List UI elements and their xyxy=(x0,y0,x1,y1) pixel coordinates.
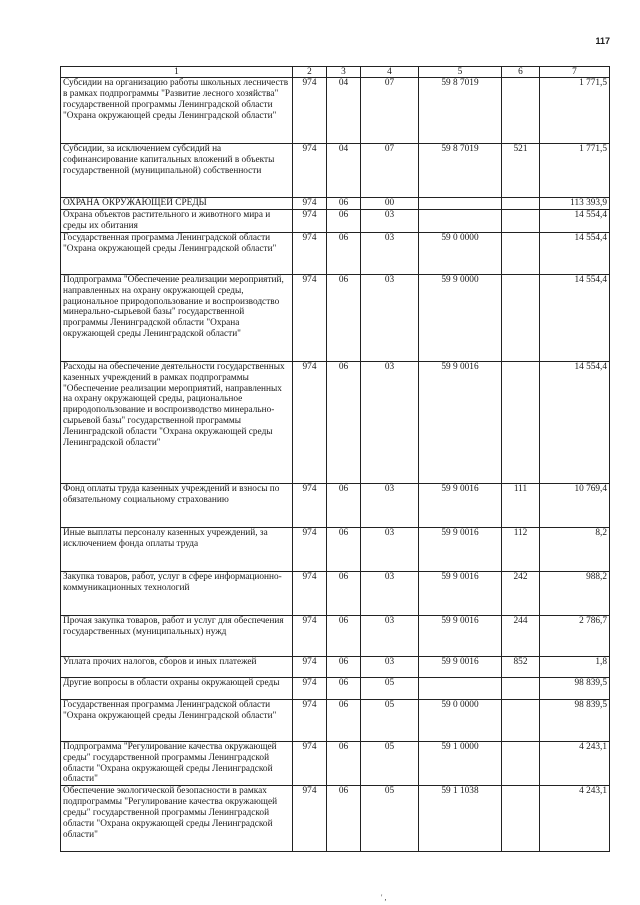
row-code-section: 06 xyxy=(327,699,361,741)
row-code-expense-type xyxy=(502,198,540,210)
row-code-section: 06 xyxy=(327,571,361,615)
row-name: Подпрограмма "Регулирование качества окружающей среды" государственной программы Ленинградской области "Охрана окружающей среды Ленинградской области" xyxy=(61,741,293,786)
row-code-subsection: 03 xyxy=(361,209,419,232)
row-code-subsection: 05 xyxy=(361,677,419,699)
row-code-section: 06 xyxy=(327,741,361,786)
table-row xyxy=(61,571,610,615)
row-amount: 98 839,5 xyxy=(540,677,610,699)
table-row xyxy=(61,677,610,699)
row-code-subsection: 00 xyxy=(361,198,419,210)
table-row xyxy=(61,699,610,741)
row-code-target: 59 8 7019 xyxy=(419,144,502,198)
table-row xyxy=(61,232,610,274)
row-code-expense-type: 242 xyxy=(502,571,540,615)
row-amount: 113 393,9 xyxy=(540,198,610,210)
row-code-target: 59 0 0000 xyxy=(419,232,502,274)
row-amount: 4 243,1 xyxy=(540,786,610,852)
row-code-subsection: 03 xyxy=(361,361,419,483)
row-amount: 10 769,4 xyxy=(540,483,610,527)
row-amount: 98 839,5 xyxy=(540,699,610,741)
row-name: Другие вопросы в области охраны окружающей среды xyxy=(61,677,293,699)
row-code-section: 06 xyxy=(327,786,361,852)
row-name: Субсидии, за исключением субсидий на софинансирование капитальных вложений в объекты государственной (муниципальной) собственности xyxy=(61,144,293,198)
row-code-ministry: 974 xyxy=(293,232,327,274)
row-amount: 14 554,4 xyxy=(540,274,610,361)
row-code-subsection: 07 xyxy=(361,144,419,198)
table-row xyxy=(61,483,610,527)
table-row xyxy=(61,786,610,852)
row-code-subsection: 03 xyxy=(361,274,419,361)
table-row xyxy=(61,78,610,144)
row-code-target xyxy=(419,209,502,232)
row-amount: 14 554,4 xyxy=(540,209,610,232)
table-row xyxy=(61,656,610,677)
row-name: Субсидии на организацию работы школьных лесничеств в рамках подпрограммы "Развитие лесного хозяйства" государственной программы Ленинградской области "Охрана окружающей среды Ленинградской области" xyxy=(61,78,293,144)
row-code-section: 06 xyxy=(327,232,361,274)
row-code-expense-type xyxy=(502,209,540,232)
row-code-ministry: 974 xyxy=(293,198,327,210)
row-name: Подпрограмма "Обеспечение реализации мероприятий, направленных на охрану окружающей среды, рациональное природопользование и воспроизводство минерально-сырьевой базы" государственной программы Ленинградской области "Охрана окружающей среды Ленинградской области" xyxy=(61,274,293,361)
column-header: 5 xyxy=(419,67,502,78)
row-name: ОХРАНА ОКРУЖАЮЩЕЙ СРЕДЫ xyxy=(61,198,293,210)
row-code-subsection: 05 xyxy=(361,699,419,741)
column-header: 1 xyxy=(61,67,293,78)
row-code-subsection: 03 xyxy=(361,232,419,274)
row-code-section: 06 xyxy=(327,656,361,677)
row-code-subsection: 03 xyxy=(361,527,419,571)
row-amount: 988,2 xyxy=(540,571,610,615)
row-code-ministry: 974 xyxy=(293,786,327,852)
table-row xyxy=(61,361,610,483)
row-code-expense-type: 244 xyxy=(502,615,540,656)
row-code-expense-type xyxy=(502,699,540,741)
column-header: 6 xyxy=(502,67,540,78)
table-row xyxy=(61,144,610,198)
row-code-expense-type: 112 xyxy=(502,527,540,571)
page-number: 117 xyxy=(595,36,610,46)
row-name: Фонд оплаты труда казенных учреждений и взносы по обязательному социальному страхованию xyxy=(61,483,293,527)
row-amount: 4 243,1 xyxy=(540,741,610,786)
row-code-section: 06 xyxy=(327,483,361,527)
row-amount: 2 786,7 xyxy=(540,615,610,656)
row-code-section: 06 xyxy=(327,209,361,232)
row-code-ministry: 974 xyxy=(293,699,327,741)
row-code-expense-type xyxy=(502,78,540,144)
row-amount: 1,8 xyxy=(540,656,610,677)
row-code-subsection: 07 xyxy=(361,78,419,144)
row-code-target: 59 9 0016 xyxy=(419,527,502,571)
row-code-target: 59 8 7019 xyxy=(419,78,502,144)
row-code-subsection: 03 xyxy=(361,571,419,615)
row-code-section: 06 xyxy=(327,615,361,656)
row-code-expense-type xyxy=(502,677,540,699)
row-code-expense-type: 111 xyxy=(502,483,540,527)
row-code-target: 59 1 0000 xyxy=(419,741,502,786)
row-name: Государственная программа Ленинградской области "Охрана окружающей среды Ленинградской области" xyxy=(61,699,293,741)
row-name: Обеспечение экологической безопасности в рамках подпрограммы "Регулирование качества окружающей среды" государственной программы Ленинградской области "Охрана окружающей среды Ленинградской области" xyxy=(61,786,293,852)
row-name: Уплата прочих налогов, сборов и иных платежей xyxy=(61,656,293,677)
row-code-section: 04 xyxy=(327,144,361,198)
row-code-section: 06 xyxy=(327,361,361,483)
row-code-ministry: 974 xyxy=(293,274,327,361)
table-row xyxy=(61,209,610,232)
row-code-subsection: 03 xyxy=(361,615,419,656)
column-header: 7 xyxy=(540,67,610,78)
row-code-ministry: 974 xyxy=(293,741,327,786)
row-code-subsection: 05 xyxy=(361,786,419,852)
row-name: Расходы на обеспечение деятельности государственных казенных учреждений в рамках подпрограммы "Обеспечение реализации мероприятий, направленных на охрану окружающей среды, рациональное природопользование и воспроизводство минерально-сырьевой базы" государственной программы Ленинградской области "Охрана окружающей среды Ленинградской области" xyxy=(61,361,293,483)
scan-mark: ' , xyxy=(381,893,387,902)
row-code-ministry: 974 xyxy=(293,361,327,483)
row-name: Закупка товаров, работ, услуг в сфере информационно-коммуникационных технологий xyxy=(61,571,293,615)
row-code-ministry: 974 xyxy=(293,571,327,615)
table-row xyxy=(61,741,610,786)
row-code-ministry: 974 xyxy=(293,209,327,232)
row-code-expense-type xyxy=(502,232,540,274)
row-code-target: 59 1 1038 xyxy=(419,786,502,852)
column-header: 4 xyxy=(361,67,419,78)
row-code-target: 59 9 0000 xyxy=(419,274,502,361)
row-code-ministry: 974 xyxy=(293,144,327,198)
row-code-target: 59 9 0016 xyxy=(419,571,502,615)
row-code-section: 06 xyxy=(327,198,361,210)
row-code-ministry: 974 xyxy=(293,677,327,699)
row-code-expense-type xyxy=(502,274,540,361)
row-code-subsection: 03 xyxy=(361,483,419,527)
row-code-expense-type: 521 xyxy=(502,144,540,198)
row-code-target xyxy=(419,677,502,699)
row-amount: 1 771,5 xyxy=(540,78,610,144)
row-name: Прочая закупка товаров, работ и услуг для обеспечения государственных (муниципальных) нужд xyxy=(61,615,293,656)
row-code-ministry: 974 xyxy=(293,615,327,656)
column-header: 2 xyxy=(293,67,327,78)
row-name: Государственная программа Ленинградской области "Охрана окружающей среды Ленинградской области" xyxy=(61,232,293,274)
row-code-subsection: 05 xyxy=(361,741,419,786)
row-code-ministry: 974 xyxy=(293,527,327,571)
budget-table xyxy=(60,66,610,852)
row-code-target xyxy=(419,198,502,210)
table-row xyxy=(61,615,610,656)
row-amount: 14 554,4 xyxy=(540,361,610,483)
row-code-target: 59 0 0000 xyxy=(419,699,502,741)
row-code-expense-type xyxy=(502,741,540,786)
row-code-subsection: 03 xyxy=(361,656,419,677)
row-amount: 8,2 xyxy=(540,527,610,571)
row-code-ministry: 974 xyxy=(293,78,327,144)
row-code-section: 06 xyxy=(327,677,361,699)
row-code-section: 04 xyxy=(327,78,361,144)
row-code-ministry: 974 xyxy=(293,483,327,527)
table-header-row xyxy=(61,67,610,78)
row-code-target: 59 9 0016 xyxy=(419,656,502,677)
row-code-expense-type xyxy=(502,361,540,483)
table-row xyxy=(61,274,610,361)
row-name: Охрана объектов растительного и животного мира и среды их обитания xyxy=(61,209,293,232)
row-name: Иные выплаты персоналу казенных учреждений, за исключением фонда оплаты труда xyxy=(61,527,293,571)
row-code-section: 06 xyxy=(327,274,361,361)
row-code-target: 59 9 0016 xyxy=(419,615,502,656)
row-code-target: 59 9 0016 xyxy=(419,483,502,527)
row-code-expense-type xyxy=(502,786,540,852)
row-code-target: 59 9 0016 xyxy=(419,361,502,483)
row-amount: 14 554,4 xyxy=(540,232,610,274)
row-code-ministry: 974 xyxy=(293,656,327,677)
column-header: 3 xyxy=(327,67,361,78)
table-row xyxy=(61,198,610,210)
row-amount: 1 771,5 xyxy=(540,144,610,198)
table-row xyxy=(61,527,610,571)
row-code-expense-type: 852 xyxy=(502,656,540,677)
row-code-section: 06 xyxy=(327,527,361,571)
